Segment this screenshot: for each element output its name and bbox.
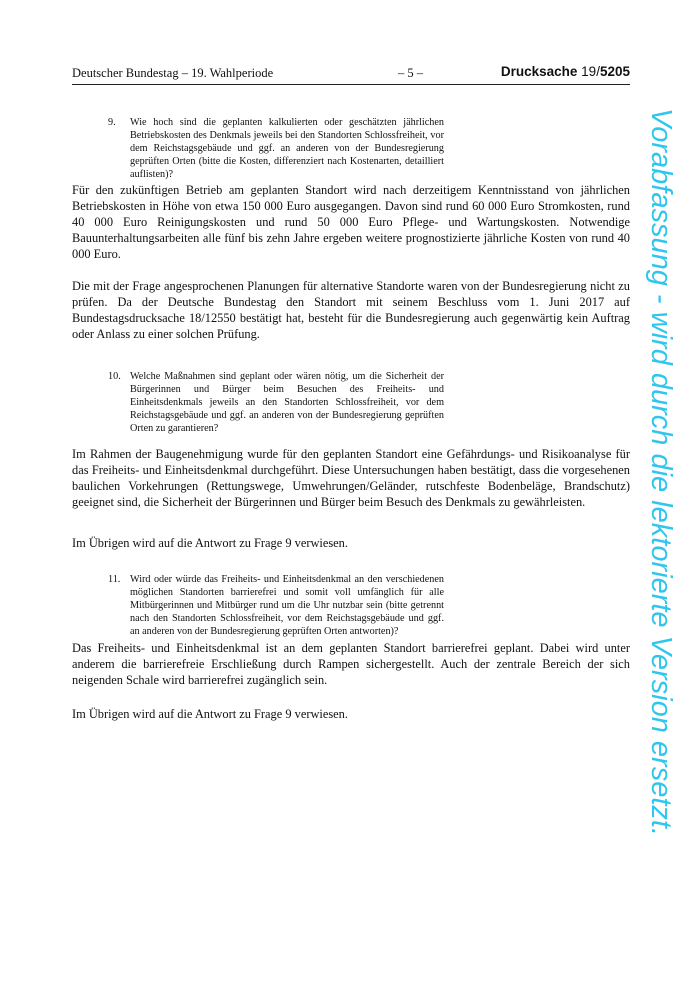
document-label: Drucksache xyxy=(500,64,578,79)
question-9 xyxy=(108,116,444,181)
question-10 xyxy=(108,370,444,435)
answer-paragraph: Im Rahmen der Baugenehmigung wurde für den geplanten Standort eine Gefährdungs- und Risikoanalyse für das Freiheits- und Einheitsdenkmal durchgeführt. Diese Untersuchungen haben bestätigt, dass die vorgesehenen baulichen Vorkehrungen (Rettungswege, Umwehrungen/Geländer, rutschfeste Bodenbeläge, Brandschutz) geeignet sind, die Sicherheit der Bürgerinnen und Bürger beim Besuch des Denkmals zu gewährleisten. xyxy=(72,447,630,509)
question-text: Wie hoch sind die geplanten kalkulierten oder geschätzten jährlichen Betriebskosten des Denkmals jeweils bei den Standorten Schlossfreiheit, vor dem Reichstagsgebäude und ggf. an anderen von der Bundesregierung geprüften Orten (bitte die Kosten, differenziert nach Kostenarten, detailliert auflisten)? xyxy=(130,117,444,180)
parliament-label: Deutscher Bundestag – 19. Wahlperiode xyxy=(72,66,274,80)
question-text: Welche Maßnahmen sind geplant oder wären nötig, um die Sicherheit der Bürgerinnen und Bürger beim Besuchen des Freiheits- und Einheitsdenkmals jeweils an den Standorten Schlossfreiheit, vor dem Reichstagsgebäude und ggf. an anderen von der Bundesregierung geprüften Orten zu garantieren? xyxy=(130,371,444,434)
answer-paragraph: Im Übrigen wird auf die Antwort zu Frage 9 verwiesen. xyxy=(72,707,348,721)
answer-paragraph: Im Übrigen wird auf die Antwort zu Frage 9 verwiesen. xyxy=(72,536,348,550)
document-id: 5205 xyxy=(599,64,630,79)
header-divider xyxy=(72,84,630,85)
page-header xyxy=(72,64,630,86)
question-11 xyxy=(108,573,444,638)
draft-watermark: Vorabfassung - wird durch die lektorierte Version ersetzt. xyxy=(645,108,677,837)
answer-paragraph: Das Freiheits- und Einheitsdenkmal ist an dem geplanten Standort barrierefrei geplant. Dabei wird unter anderem die barrierefreie Erschließung durch Rampen sichergestellt. Auch der zentrale Bereich der sich neigenden Schale wird barrierefrei zugänglich sein. xyxy=(72,641,630,687)
answer-paragraph: Für den zukünftigen Betrieb am geplanten Standort wird nach derzeitigem Kenntnisstand von jährlichen Betriebskosten in Höhe von etwa 150 000 Euro ausgegangen. Davon sind rund 60 000 Euro Stromkosten, rund 40 000 Euro Reinigungskosten und rund 50 000 Euro Pflege- und Wartungskosten. Notwendige Bauunterhaltungsarbeiten alle fünf bis zehn Jahre ergeben weitere prognostizierte jährliche Kosten von rund 40 000 Euro. xyxy=(72,183,630,261)
document-number xyxy=(501,64,630,79)
question-number: 9. xyxy=(108,117,116,128)
question-number: 11. xyxy=(108,574,121,585)
question-number: 10. xyxy=(108,371,121,382)
document-period: 19/ xyxy=(581,64,600,79)
page-number: – 5 – xyxy=(398,66,423,80)
answer-paragraph: Die mit der Frage angesprochenen Planungen für alternative Standorte waren von der Bundesregierung nicht zu prüfen. Da der Deutsche Bundestag den Standort mit seinem Beschluss vom 1. Juni 2017 auf Bundestagsdrucksache 18/12550 bestätigt hat, besteht für die Bundesregierung auch gegenwärtig kein Auftrag oder Anlass zu einer solchen Prüfung. xyxy=(72,279,630,341)
question-text: Wird oder würde das Freiheits- und Einheitsdenkmal an den verschiedenen möglichen Standorten barrierefrei und somit voll umfänglich für alle Mitbürgerinnen und Mitbürger rund um die Uhr nutzbar sein (bitte getrennt nach den Standorten Schlossfreiheit, vor dem Reichstagsgebäude und ggf. an anderen von der Bundesregierung geprüften Orten antworten)? xyxy=(130,574,444,637)
